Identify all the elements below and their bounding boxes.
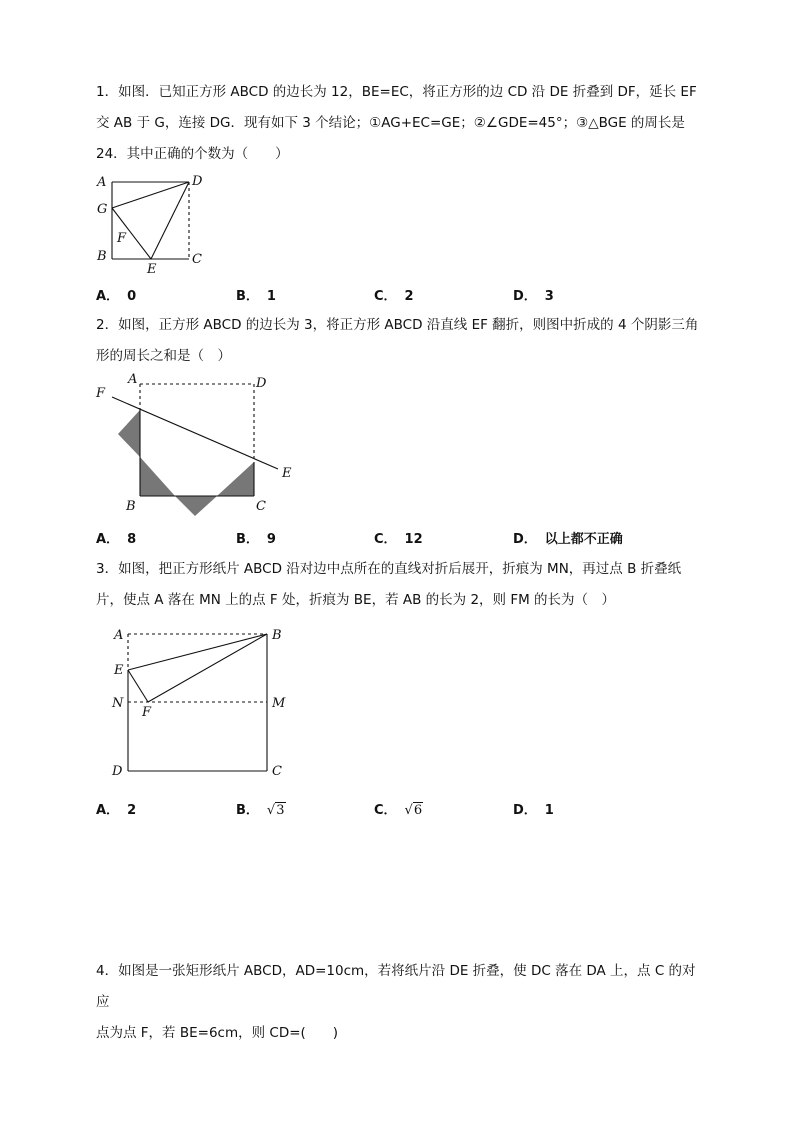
q2-label-a: A xyxy=(128,372,138,387)
question-1-figure xyxy=(90,168,220,278)
q1-label-a: A xyxy=(97,175,107,190)
q3-option-d[interactable]: D． 1 xyxy=(513,803,554,818)
q3-option-c[interactable]: C． √6 xyxy=(374,803,423,818)
sqrt-6: √6 xyxy=(404,803,423,818)
question-3-figure xyxy=(106,620,296,785)
q2-label-d: D xyxy=(256,376,267,391)
question-2-line-1: 2．如图，正方形 ABCD 的边长为 3，将正方形 ABCD 沿直线 EF 翻折，则图中折成的 4 个阴影三角 xyxy=(96,317,699,333)
q2-option-d[interactable]: D． 以上都不正确 xyxy=(513,532,623,547)
q3-label-c: C xyxy=(272,764,282,779)
q3-label-b: B xyxy=(272,628,282,643)
q2-option-c[interactable]: C． 12 xyxy=(374,532,423,547)
q1-label-b: B xyxy=(97,249,107,264)
q1-option-a[interactable]: A． 0 xyxy=(96,289,137,304)
question-4-line-1: 4．如图是一张矩形纸片 ABCD，AD=10cm，若将纸片沿 DE 折叠，使 DC 落在 DA 上，点 C 的对应 xyxy=(96,963,696,1010)
q3-label-n: N xyxy=(112,696,124,711)
q3-label-m: M xyxy=(272,696,286,711)
q3-option-b[interactable]: B． √3 xyxy=(236,803,285,818)
question-2-options xyxy=(96,528,716,548)
sqrt-3: √3 xyxy=(266,803,285,818)
q2-option-a[interactable]: A． 8 xyxy=(96,532,137,547)
q2-label-f: F xyxy=(96,386,106,401)
q1-label-e: E xyxy=(147,262,157,277)
q2-option-b[interactable]: B． 9 xyxy=(236,532,276,547)
q1-label-d: D xyxy=(192,174,203,189)
question-3-options xyxy=(96,799,716,819)
question-4-line-2: 点为点 F，若 BE=6cm，则 CD=( ) xyxy=(96,1025,339,1041)
question-3-line-1: 3．如图，把正方形纸片 ABCD 沿对边中点所在的直线对折后展开，折痕为 MN，再过点 B 折叠纸 xyxy=(96,561,682,577)
q1-label-f: F xyxy=(117,231,127,246)
question-2 xyxy=(96,310,702,372)
question-1-line-3: 24．其中正确的个数为（ ） xyxy=(96,146,289,162)
q2-label-e: E xyxy=(282,466,292,481)
q3-option-a[interactable]: A． 2 xyxy=(96,803,137,818)
q2-label-c: C xyxy=(256,499,266,514)
q1-option-b[interactable]: B． 1 xyxy=(236,289,276,304)
q1-label-c: C xyxy=(192,252,202,267)
q3-label-e: E xyxy=(114,663,124,678)
q3-label-f: F xyxy=(142,705,152,720)
question-1-options xyxy=(96,285,716,305)
question-3 xyxy=(96,554,702,616)
q1-option-c[interactable]: C． 2 xyxy=(374,289,414,304)
q1-option-d[interactable]: D． 3 xyxy=(513,289,554,304)
question-1-line-2: 交 AB 于 G，连接 DG．现有如下 3 个结论；①AG+EC=GE；②∠GDE=45°；③△BGE 的周长是 xyxy=(96,115,685,131)
question-1 xyxy=(96,77,702,170)
question-2-line-2: 形的周长之和是（ ） xyxy=(96,348,231,364)
q1-label-g: G xyxy=(97,202,108,217)
q3-label-d: D xyxy=(112,764,123,779)
question-3-line-2: 片，使点 A 落在 MN 上的点 F 处，折痕为 BE，若 AB 的长为 2，则 FM 的长为（ ） xyxy=(96,592,616,608)
question-2-figure xyxy=(90,372,300,522)
question-4 xyxy=(96,956,702,1049)
q2-label-b: B xyxy=(126,499,136,514)
q3-label-a: A xyxy=(114,628,124,643)
question-1-line-1: 1．如图．已知正方形 ABCD 的边长为 12，BE=EC，将正方形的边 CD 沿 DE 折叠到 DF，延长 EF xyxy=(96,84,697,100)
